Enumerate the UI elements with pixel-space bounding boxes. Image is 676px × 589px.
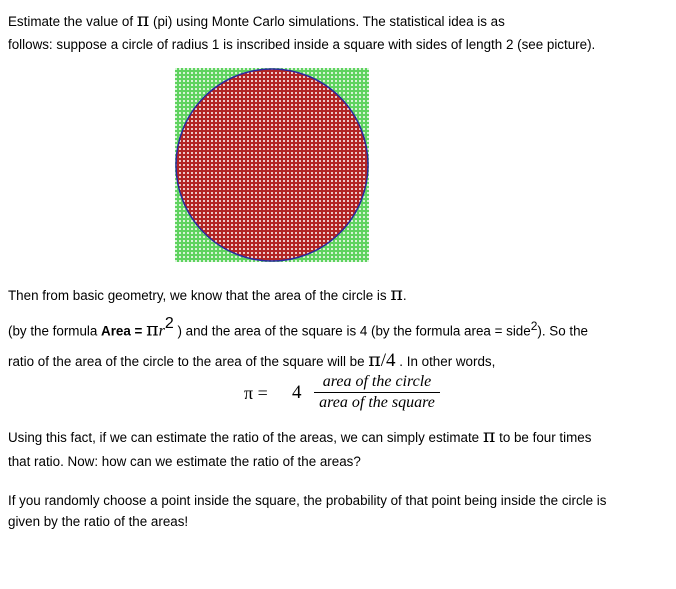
divide-by-four: /4 [380, 350, 396, 371]
radius-exponent: 2 [164, 315, 174, 332]
para4-line1: If you randomly choose a point inside the square, the probability of that point being inside the circle is [8, 493, 607, 508]
para2-line2-post: ). So the [537, 323, 588, 339]
inscribed-circle [176, 69, 368, 261]
para2-line2-mid: ) and the area of the square is 4 (by the formula area = side [177, 323, 531, 339]
equation-coefficient: 4 [292, 382, 302, 403]
para1-line1 [8, 9, 505, 31]
para2-line3-pre: ratio of the area of the circle to the area of the square will be [8, 354, 365, 369]
para3-line1 [8, 425, 592, 447]
area-label: Area = [101, 323, 143, 339]
pi-symbol: π [390, 283, 403, 305]
pi-symbol: π [146, 318, 159, 341]
pi-symbol: π [368, 349, 381, 371]
para3-line1-pre: Using this fact, if we can estimate the ratio of the areas, we can simply estimate [8, 430, 480, 445]
side-exponent: 2 [530, 319, 538, 333]
para2-line1-pre: Then from basic geometry, we know that the area of the circle is [8, 288, 387, 303]
para1-line1-post: (pi) using Monte Carlo simulations. The statistical idea is as [153, 14, 505, 29]
radius-r: r [158, 322, 165, 340]
para3-line1-post: to be four times [499, 430, 592, 445]
equation-fraction [312, 373, 442, 412]
para4-line2: given by the ratio of the areas! [8, 514, 189, 529]
para1-line2: follows: suppose a circle of radius 1 is inscribed inside a square with sides of length 2 (see picture). [8, 37, 596, 52]
para1-line1-pre: Estimate the value of [8, 14, 134, 29]
para2-line2 [8, 315, 588, 341]
circle-in-square-figure [174, 67, 370, 263]
pi-symbol: π [136, 9, 150, 31]
para2-line3 [8, 349, 496, 371]
para3-line2: that ratio. Now: how can we estimate the ratio of the areas? [8, 454, 361, 469]
para2-line1 [8, 283, 407, 305]
para2-line1-post: . [402, 288, 407, 303]
para2-line3-post: . In other words, [399, 354, 496, 369]
equation-lhs: π = [244, 383, 268, 403]
fraction-denominator: area of the square [319, 394, 435, 411]
para2-line2-pre: (by the formula [8, 323, 98, 339]
fraction-numerator: area of the circle [322, 373, 432, 390]
pi-symbol: π [482, 425, 496, 447]
